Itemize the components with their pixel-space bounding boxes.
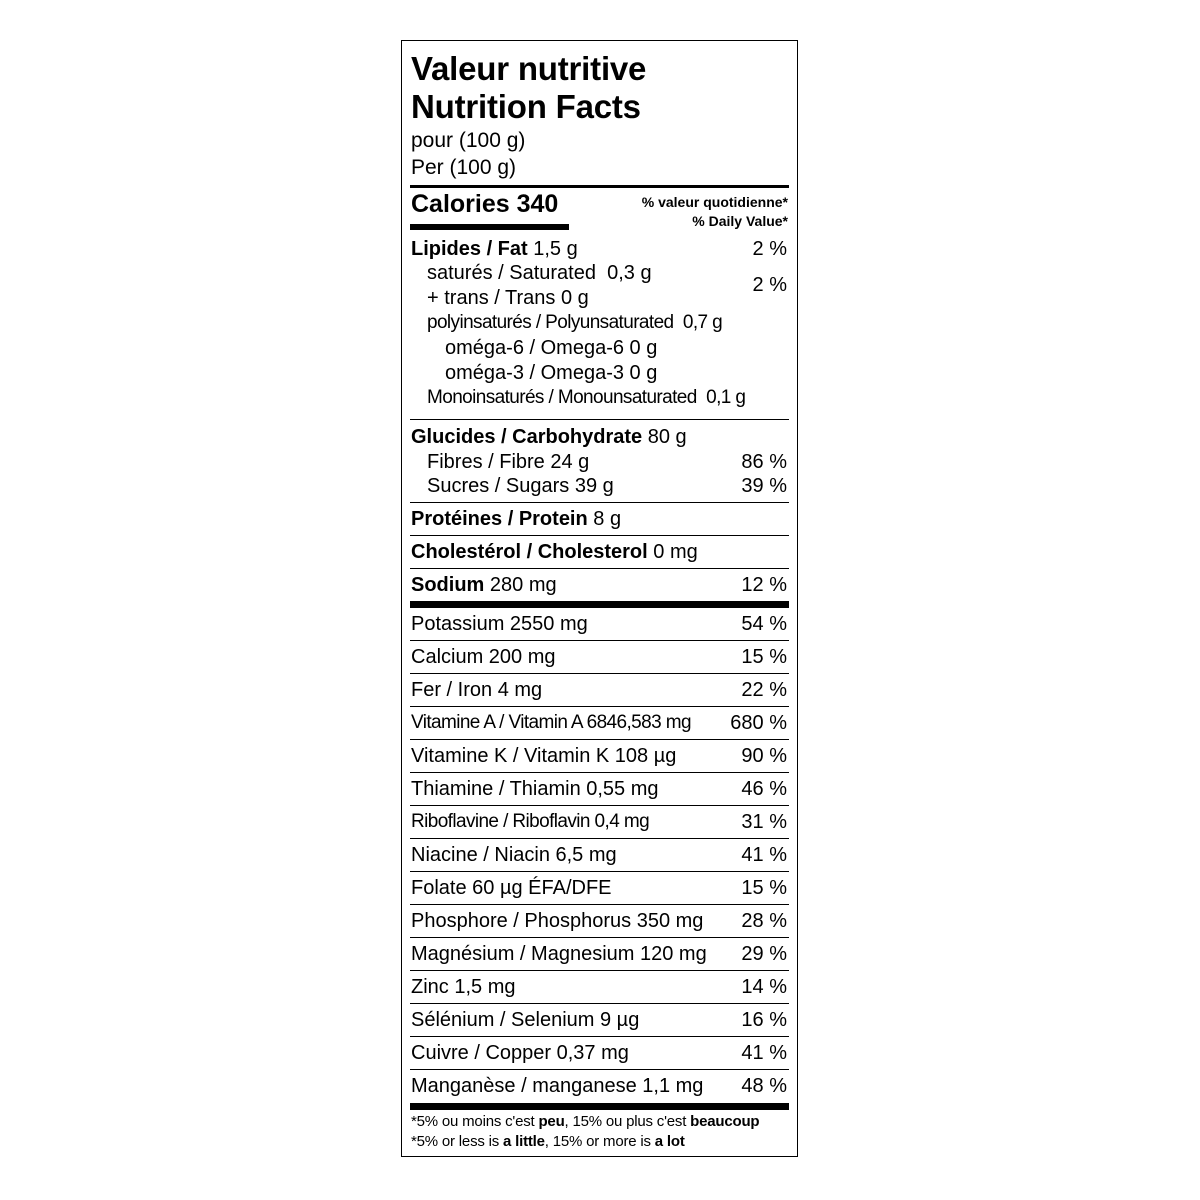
trans-amount: 0 g xyxy=(560,287,589,309)
monounsaturated-row xyxy=(427,388,745,407)
micronutrient-label: Cuivre / Copper 0,37 mg xyxy=(411,1042,629,1064)
micronutrient-divider xyxy=(410,640,789,641)
mono-amount: 0,1 g xyxy=(706,387,746,408)
rule-after-carb xyxy=(410,502,789,503)
omega6-amount: 0 g xyxy=(629,337,658,359)
micronutrient-label: Folate 60 µg ÉFA/DFE xyxy=(411,877,612,899)
micronutrient-label: Riboflavine / Riboflavin 0,4 mg xyxy=(411,811,650,832)
micronutrient-label: Sélénium / Selenium 9 µg xyxy=(411,1009,640,1031)
micronutrient-divider xyxy=(410,706,789,707)
trans-row xyxy=(427,288,589,308)
micronutrient-dv: 680 % xyxy=(730,712,787,734)
micronutrient-dv: 54 % xyxy=(741,613,787,635)
micronutrient-label: Fer / Iron 4 mg xyxy=(411,679,543,701)
nutrition-facts-label xyxy=(401,40,798,1157)
rule-after-protein xyxy=(410,535,789,536)
micronutrient-dv: 41 % xyxy=(741,844,787,866)
micronutrient-label: Calcium 200 mg xyxy=(411,646,556,668)
fibre-label: Fibres / Fibre xyxy=(427,451,545,473)
fat-amount: 1,5 g xyxy=(533,238,578,260)
micronutrient-dv: 16 % xyxy=(741,1009,787,1031)
micronutrient-dv: 48 % xyxy=(741,1075,787,1097)
micronutrient-label: Phosphore / Phosphorus 350 mg xyxy=(411,910,704,932)
omega3-label: oméga-3 / Omega-3 xyxy=(445,362,624,384)
sodium-label: Sodium xyxy=(411,574,485,596)
dv-header-fr: % valeur quotidienne* xyxy=(641,194,788,210)
micronutrient-dv: 29 % xyxy=(741,943,787,965)
micronutrient-dv: 31 % xyxy=(741,811,787,833)
footnote-en-part-c: , 15% or more is xyxy=(544,1133,655,1150)
fibre-row xyxy=(427,452,589,472)
footnote-fr-part-d: beaucoup xyxy=(690,1113,760,1130)
rule-before-footnote xyxy=(410,1103,789,1110)
micronutrient-divider xyxy=(410,904,789,905)
carb-amount: 80 g xyxy=(647,426,687,448)
cholesterol-amount: 0 mg xyxy=(653,541,698,563)
rule-after-cholesterol xyxy=(410,568,789,569)
sugars-amount: 39 g xyxy=(574,475,614,497)
sugars-dv: 39 % xyxy=(741,475,787,497)
saturated-row xyxy=(427,263,652,283)
poly-label: polyinsaturés / Polyunsaturated xyxy=(427,312,674,333)
sugars-row xyxy=(427,476,614,496)
polyunsaturated-row xyxy=(427,313,722,332)
sodium-amount: 280 mg xyxy=(489,574,557,596)
micronutrient-divider xyxy=(410,970,789,971)
rule-before-micronutrients xyxy=(410,601,789,608)
sodium-dv: 12 % xyxy=(741,574,787,596)
sugars-label: Sucres / Sugars xyxy=(427,475,570,497)
omega6-label: oméga-6 / Omega-6 xyxy=(445,337,624,359)
saturated-trans-dv: 2 % xyxy=(752,274,787,296)
micronutrient-divider xyxy=(410,1036,789,1037)
saturated-label: saturés / Saturated xyxy=(427,262,596,284)
footnote-fr-part-b: peu xyxy=(538,1113,565,1130)
footnote-en-part-a: *5% or less is xyxy=(411,1133,504,1150)
sodium-row xyxy=(411,575,557,595)
micronutrient-dv: 15 % xyxy=(741,646,787,668)
micronutrient-label: Vitamine A / Vitamin A 6846,583 mg xyxy=(411,712,691,733)
fibre-dv: 86 % xyxy=(741,451,787,473)
omega3-amount: 0 g xyxy=(629,362,658,384)
omega3-row xyxy=(445,363,657,383)
micronutrient-label: Manganèse / manganese 1,1 mg xyxy=(411,1075,704,1097)
footnote-fr-part-a: *5% ou moins c'est xyxy=(411,1113,539,1130)
micronutrient-dv: 90 % xyxy=(741,745,787,767)
micronutrient-dv: 46 % xyxy=(741,778,787,800)
footnote-fr xyxy=(411,1114,759,1129)
footnote-en xyxy=(411,1134,685,1149)
trans-label: + trans / Trans xyxy=(427,287,556,309)
rule-under-serving xyxy=(410,185,789,188)
omega6-row xyxy=(445,338,657,358)
dv-header-en: % Daily Value* xyxy=(692,213,788,229)
saturated-amount: 0,3 g xyxy=(607,262,652,284)
protein-amount: 8 g xyxy=(593,508,622,530)
protein-label: Protéines / Protein xyxy=(411,508,588,530)
micronutrient-label: Niacine / Niacin 6,5 mg xyxy=(411,844,617,866)
serving-size-en: Per (100 g) xyxy=(411,156,517,179)
footnote-en-part-b: a little xyxy=(503,1133,545,1150)
micronutrient-divider xyxy=(410,871,789,872)
micronutrient-divider xyxy=(410,1003,789,1004)
micronutrient-divider xyxy=(410,838,789,839)
fat-label: Lipides / Fat xyxy=(411,238,528,260)
mono-label: Monoinsaturés / Monounsaturated xyxy=(427,387,697,408)
title-en: Nutrition Facts xyxy=(411,88,641,125)
micronutrient-divider xyxy=(410,772,789,773)
micronutrient-divider xyxy=(410,805,789,806)
fibre-amount: 24 g xyxy=(550,451,590,473)
footnote-en-part-d: a lot xyxy=(654,1133,685,1150)
title-fr: Valeur nutritive xyxy=(411,50,647,87)
poly-amount: 0,7 g xyxy=(682,312,723,333)
fat-dv: 2 % xyxy=(752,238,787,260)
micronutrient-divider xyxy=(410,739,789,740)
rule-after-fat xyxy=(410,419,789,420)
micronutrient-divider xyxy=(410,1069,789,1070)
footnote-fr-part-c: , 15% ou plus c'est xyxy=(564,1113,691,1130)
calories-bar xyxy=(410,224,569,230)
micronutrient-divider xyxy=(410,673,789,674)
micronutrient-dv: 14 % xyxy=(741,976,787,998)
carbohydrate-row xyxy=(411,427,687,447)
fat-row xyxy=(411,239,578,259)
protein-row xyxy=(411,509,621,529)
calories: Calories 340 xyxy=(411,190,559,218)
serving-size-fr: pour (100 g) xyxy=(411,129,526,152)
micronutrient-dv: 15 % xyxy=(741,877,787,899)
micronutrient-divider xyxy=(410,937,789,938)
cholesterol-row xyxy=(411,542,698,562)
micronutrient-label: Zinc 1,5 mg xyxy=(411,976,516,998)
micronutrient-label: Magnésium / Magnesium 120 mg xyxy=(411,943,707,965)
micronutrient-label: Thiamine / Thiamin 0,55 mg xyxy=(411,778,659,800)
carb-label: Glucides / Carbohydrate xyxy=(411,426,643,448)
micronutrient-dv: 28 % xyxy=(741,910,787,932)
micronutrient-label: Vitamine K / Vitamin K 108 µg xyxy=(411,745,677,767)
micronutrient-dv: 22 % xyxy=(741,679,787,701)
micronutrient-label: Potassium 2550 mg xyxy=(411,613,588,635)
cholesterol-label: Cholestérol / Cholesterol xyxy=(411,541,648,563)
micronutrient-dv: 41 % xyxy=(741,1042,787,1064)
